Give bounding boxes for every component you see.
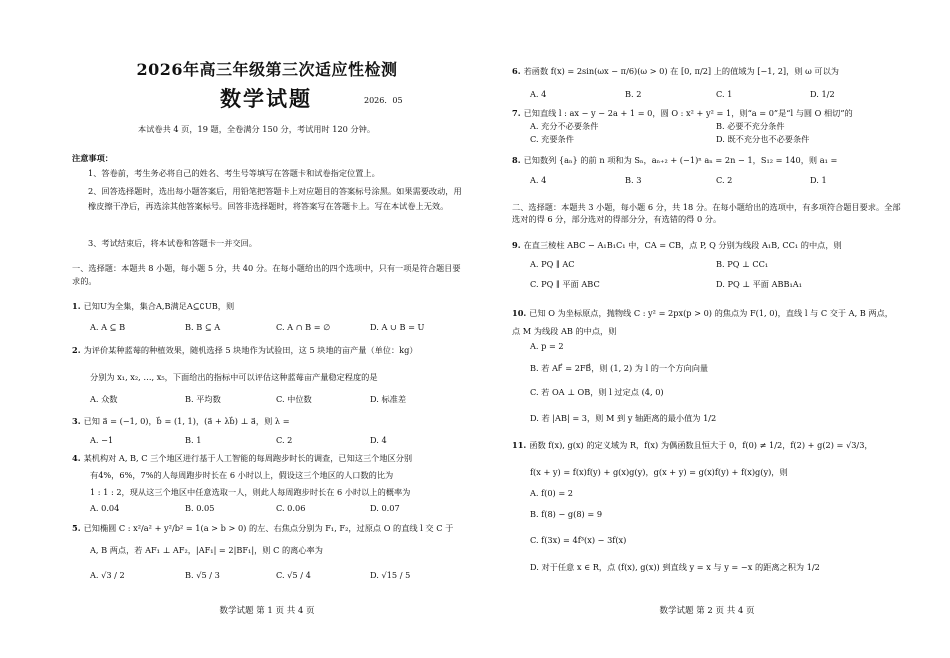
option-b[interactable]: B. 若 AF⃗ = 2FB⃗，则 (1, 2) 为 l 的一个方向向量 bbox=[530, 363, 709, 373]
option-d[interactable]: D. 4 bbox=[370, 435, 387, 445]
question-4-stem-2: 有4%，6%，7%的人每周跑步时长在 6 小时以上，假设这三个地区的人口数的比为 bbox=[90, 470, 394, 480]
option-c[interactable]: C. 2 bbox=[716, 175, 733, 185]
exam-info: 本试卷共 4 页，19 题，全卷满分 150 分，考试用时 120 分钟。 bbox=[138, 124, 376, 134]
option-b[interactable]: B. 平均数 bbox=[185, 394, 221, 404]
question-stem: 函数 f(x), g(x) 的定义域为 R，f(x) 为偶函数且恒大于 0，f(0) ≠ 1/2，f(2) + g(2) = √3/3， bbox=[529, 440, 873, 450]
question-stem: 为评价某种蓝莓的种植效果，随机选择 5 块地作为试验田，这 5 块地的亩产量（单位：kg） bbox=[83, 345, 418, 355]
question-number: 6. bbox=[512, 66, 521, 76]
question-6 bbox=[512, 66, 902, 76]
question-stem: 已知U为全集，集合A,B满足A⊆∁UB，则 bbox=[83, 301, 235, 311]
question-2 bbox=[72, 345, 462, 355]
question-stem: 已知 a⃗ = (−1, 0)，b⃗ = (1, 1)，(a⃗ + λb⃗) ⊥ a⃗，则 λ = bbox=[83, 416, 290, 426]
question-11 bbox=[512, 440, 902, 450]
subject-row bbox=[72, 86, 462, 114]
option-c[interactable]: C. √5 / 4 bbox=[276, 570, 311, 580]
option-d[interactable]: D. 1 bbox=[810, 175, 827, 185]
option-d[interactable]: D. PQ ⊥ 平面 ABB₁A₁ bbox=[716, 279, 803, 289]
option-c[interactable]: C. PQ ∥ 平面 ABC bbox=[530, 279, 600, 289]
option-d[interactable]: D. A ∪ B = U bbox=[370, 322, 425, 332]
option-b[interactable]: B. PQ ⊥ CC₁ bbox=[716, 259, 769, 269]
option-a[interactable]: A. PQ ∥ AC bbox=[530, 259, 575, 269]
question-stem: 在直三棱柱 ABC − A₁B₁C₁ 中，CA = CB，点 P, Q 分别为线段 A₁B, CC₁ 的中点，则 bbox=[523, 240, 842, 250]
option-d[interactable]: D. 0.07 bbox=[370, 503, 400, 513]
question-number: 10. bbox=[512, 308, 527, 318]
option-a[interactable]: A. 0.04 bbox=[90, 503, 120, 513]
question-stem: 若函数 f(x) = 2sin(ωx − π/6)(ω > 0) 在 [0, π/2] 上的值域为 [−1, 2]，则 ω 可以为 bbox=[523, 66, 839, 76]
option-b[interactable]: B. 2 bbox=[625, 89, 642, 99]
question-2-stem-2: 分别为 x₁, x₂, …, x₅，下面给出的指标中可以评估这种蓝莓亩产量稳定程度的是 bbox=[90, 372, 378, 382]
notice-item-2: 2、回答选择题时，选出每小题答案后，用铅笔把答题卡上对应题目的答案标号涂黑。如果需要改动，用橡皮擦干净后，再选涂其他答案标号。回答非选择题时，将答案写在答题卡上。写在本试卷上无效。 bbox=[88, 186, 462, 212]
option-d[interactable]: D. 若 |AB| = 3，则 M 到 y 轴距离的最小值为 1/2 bbox=[530, 413, 717, 423]
option-b[interactable]: B. 0.05 bbox=[185, 503, 215, 513]
question-7 bbox=[512, 108, 902, 118]
option-a[interactable]: A. 4 bbox=[530, 89, 547, 99]
question-5-stem-2: A, B 两点，若 AF₁ ⊥ AF₂，|AF₁| = 2|BF₁|，则 C 的离心率为 bbox=[90, 545, 323, 555]
option-a[interactable]: A. f(0) = 2 bbox=[530, 488, 574, 498]
question-number: 2. bbox=[72, 345, 81, 355]
notice-heading: 注意事项： bbox=[72, 153, 113, 163]
notice-item-3: 3、考试结束后，将本试卷和答题卡一并交回。 bbox=[88, 238, 257, 248]
question-10-stem-2: 点 M 为线段 AB 的中点，则 bbox=[512, 326, 617, 336]
option-d[interactable]: D. √15 / 5 bbox=[370, 570, 411, 580]
exam-title: 2026年高三年级第三次适应性检测 bbox=[136, 60, 398, 79]
question-4 bbox=[72, 453, 462, 463]
option-a[interactable]: A. √3 / 2 bbox=[90, 570, 125, 580]
notice-item-1: 1、答卷前，考生务必将自己的姓名、考生号等填写在答题卡和试卷指定位置上。 bbox=[88, 168, 380, 178]
question-11-stem-2: f(x + y) = f(x)f(y) + g(x)g(y)，g(x + y) = g(x)f(y) + f(x)g(y)，则 bbox=[530, 467, 788, 477]
section-1-heading: 一、选择题：本题共 8 小题，每小题 5 分，共 40 分。在每小题给出的四个选项中，只有一项是符合题目要求的。 bbox=[72, 263, 461, 287]
question-number: 9. bbox=[512, 240, 521, 250]
question-stem: 已知数列 {aₙ} 的前 n 项和为 Sₙ，aₙ₊₂ + (−1)ⁿ aₙ = 2n − 1，S₁₂ = 140，则 a₁ = bbox=[523, 155, 838, 165]
question-stem: 某机构对 A, B, C 三个地区进行基于人工智能的每周跑步时长的调查，已知这三个地区分别 bbox=[83, 453, 413, 463]
option-d[interactable]: D. 对于任意 x ∈ R，点 (f(x), g(x)) 到直线 y = x 与 y = −x 的距离之积为 1/2 bbox=[530, 562, 820, 572]
question-number: 7. bbox=[512, 108, 521, 118]
question-9 bbox=[512, 240, 902, 250]
option-d[interactable]: D. 既不充分也不必要条件 bbox=[716, 134, 810, 144]
option-d[interactable]: D. 1/2 bbox=[810, 89, 835, 99]
question-number: 3. bbox=[72, 416, 81, 426]
option-c[interactable]: C. 0.06 bbox=[276, 503, 306, 513]
question-5 bbox=[72, 523, 462, 533]
question-stem: 已知直线 l : ax − y − 2a + 1 = 0，圆 O : x² + y² = 1，则“a = 0”是“l 与圆 O 相切”的 bbox=[523, 108, 853, 118]
option-a[interactable]: A. 4 bbox=[530, 175, 547, 185]
question-number: 11. bbox=[512, 440, 527, 450]
question-number: 8. bbox=[512, 155, 521, 165]
option-b[interactable]: B. f(8) − g(8) = 9 bbox=[530, 509, 603, 519]
option-b[interactable]: B. 1 bbox=[185, 435, 202, 445]
question-4-stem-3: 1 : 1 : 2，现从这三个地区中任意选取一人，则此人每周跑步时长在 6 小时以上的概率为 bbox=[90, 487, 411, 497]
option-b[interactable]: B. 3 bbox=[625, 175, 642, 185]
question-number: 4. bbox=[72, 453, 81, 463]
page-footer-2: 数学试题 第 2 页 共 4 页 bbox=[659, 606, 755, 616]
option-c[interactable]: C. 充要条件 bbox=[530, 134, 574, 144]
question-number: 5. bbox=[72, 523, 81, 533]
question-3 bbox=[72, 416, 462, 426]
option-c[interactable]: C. A ∩ B = ∅ bbox=[276, 322, 331, 332]
question-10 bbox=[512, 308, 902, 318]
section-2-heading: 二、选择题：本题共 3 小题，每小题 6 分，共 18 分。在每小题给出的选项中，有多项符合题目要求。全部选对的得 6 分，部分选对的得部分分，有选错的得 0 分。 bbox=[512, 202, 901, 224]
question-8 bbox=[512, 155, 902, 165]
option-a[interactable]: A. A ⊆ B bbox=[90, 322, 126, 332]
option-b[interactable]: B. B ⊆ A bbox=[185, 322, 221, 332]
option-a[interactable]: A. 充分不必要条件 bbox=[530, 121, 599, 131]
option-d[interactable]: D. 标准差 bbox=[370, 394, 407, 404]
option-a[interactable]: A. −1 bbox=[90, 435, 114, 445]
subject-title: 数学试题 bbox=[220, 86, 312, 111]
option-c[interactable]: C. 2 bbox=[276, 435, 293, 445]
option-c[interactable]: C. f(3x) = 4f³(x) − 3f(x) bbox=[530, 535, 627, 545]
question-number: 1. bbox=[72, 301, 81, 311]
question-stem: 已知 O 为坐标原点，抛物线 C : y² = 2px(p > 0) 的焦点为 F(1, 0)，直线 l 与 C 交于 A, B 两点， bbox=[529, 308, 893, 318]
option-b[interactable]: B. √5 / 3 bbox=[185, 570, 220, 580]
option-c[interactable]: C. 中位数 bbox=[276, 394, 312, 404]
exam-date: 2026．05 bbox=[364, 96, 403, 105]
option-c[interactable]: C. 1 bbox=[716, 89, 733, 99]
question-stem: 已知椭圆 C : x²/a² + y²/b² = 1(a > b > 0) 的左、右焦点分别为 F₁, F₂，过原点 O 的直线 l 交 C 于 bbox=[83, 523, 454, 533]
option-b[interactable]: B. 必要不充分条件 bbox=[716, 121, 785, 131]
option-a[interactable]: A. p = 2 bbox=[530, 341, 564, 351]
page-footer-1: 数学试题 第 1 页 共 4 页 bbox=[219, 606, 315, 616]
option-c[interactable]: C. 若 OA ⊥ OB，则 l 过定点 (4, 0) bbox=[530, 387, 664, 397]
question-1 bbox=[72, 301, 462, 311]
option-a[interactable]: A. 众数 bbox=[90, 394, 118, 404]
